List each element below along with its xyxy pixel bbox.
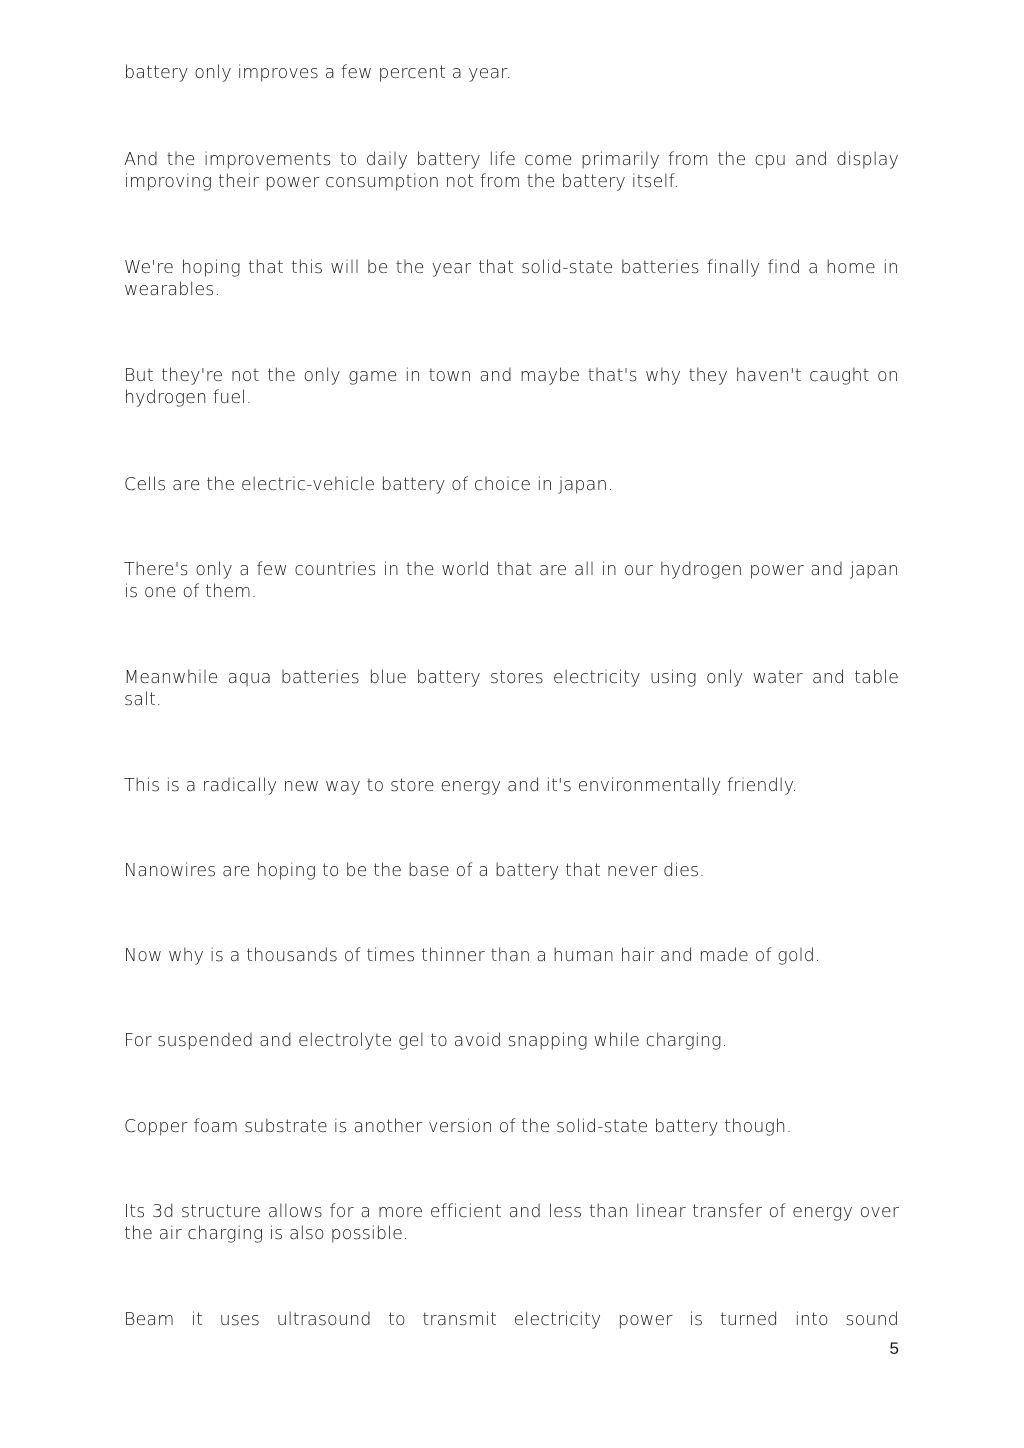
paragraph-8: This is a radically new way to store energy and it's environmentally friendly. xyxy=(124,776,798,796)
paragraph-10: Now why is a thousands of times thinner than a human hair and made of gold. xyxy=(124,946,821,966)
paragraph-13: Its 3d structure allows for a more efficient and less than linear transfer of energy over the air charging is also possible. xyxy=(124,1202,899,1244)
paragraph-12: Copper foam substrate is another version of the solid-state battery though. xyxy=(124,1117,792,1137)
paragraph-7: Meanwhile aqua batteries blue battery stores electricity using only water and table salt. xyxy=(124,668,899,710)
page-number: 5 xyxy=(889,1339,899,1358)
paragraph-5: Cells are the electric-vehicle battery of choice in japan. xyxy=(124,475,614,495)
paragraph-6: There's only a few countries in the world that are all in our hydrogen power and japan is one of them. xyxy=(124,560,899,602)
paragraph-9: Nanowires are hoping to be the base of a battery that never dies. xyxy=(124,861,705,881)
paragraph-4: But they're not the only game in town and maybe that's why they haven't caught on hydrogen fuel. xyxy=(124,366,899,408)
paragraph-1: battery only improves a few percent a year. xyxy=(124,63,512,83)
paragraph-3: We're hoping that this will be the year that solid-state batteries finally find a home in wearables. xyxy=(124,258,899,300)
paragraph-11: For suspended and electrolyte gel to avoid snapping while charging. xyxy=(124,1031,728,1051)
paragraph-2: And the improvements to daily battery life come primarily from the cpu and display improving their power consumption not from the battery itself. xyxy=(124,150,899,192)
paragraph-14: Beam it uses ultrasound to transmit electricity power is turned into sound xyxy=(124,1310,899,1330)
